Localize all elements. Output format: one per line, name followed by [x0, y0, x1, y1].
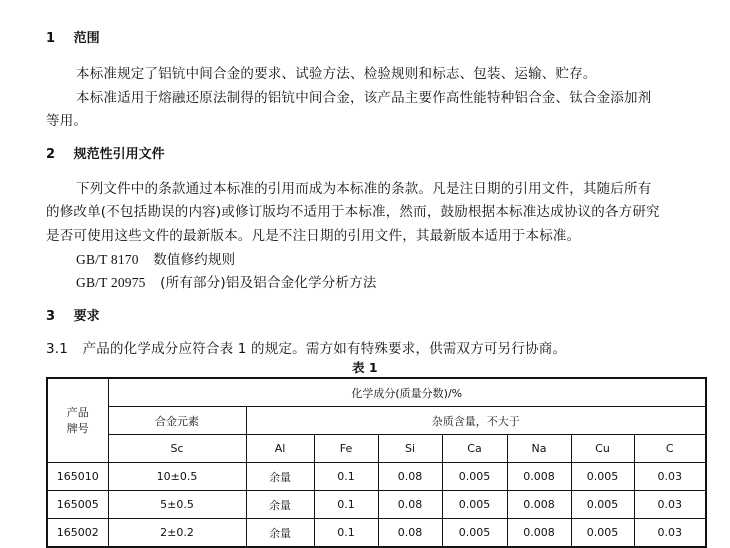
section-title: 范围 [73, 31, 100, 46]
section-number: 1 [46, 31, 56, 46]
ref-title: (所有部分)铝及铝合金化学分析方法 [160, 275, 377, 291]
refs-intro-line-1: 下列文件中的条款通过本标准的引用而成为本标准的条款。凡是注日期的引用文件，其随后所有 [76, 181, 652, 197]
scope-paragraph-2-line-2: 等用。 [46, 113, 88, 129]
fe-cell: 0.1 [314, 463, 378, 491]
al-cell: 余量 [246, 519, 314, 548]
ca-cell: 0.005 [442, 463, 507, 491]
chemical-composition-table [46, 377, 707, 548]
brand-header-line-2: 牌号 [66, 421, 89, 435]
brand-cell: 165005 [47, 491, 108, 519]
section-title: 规范性引用文件 [73, 147, 165, 162]
al-cell: 余量 [246, 463, 314, 491]
section-number: 3 [46, 309, 56, 324]
brand-cell: 165002 [47, 519, 108, 548]
ref-code: GB/T 20975 [76, 275, 146, 290]
scope-paragraph-2-line-1: 本标准适用于熔融还原法制得的铝钪中间合金，该产品主要作高性能特种铝合金、钛合金添加剂 [76, 90, 652, 106]
composition-header: 化学成分(质量分数)/% [108, 378, 706, 407]
si-cell: 0.08 [378, 463, 442, 491]
element-header-cu: Cu [571, 435, 634, 463]
section-3-heading [46, 305, 100, 324]
requirement-3-1 [46, 337, 566, 357]
ref-item-1 [76, 248, 235, 268]
al-cell: 余量 [246, 491, 314, 519]
ref-title: 数值修约规则 [153, 252, 236, 268]
sc-cell: 10±0.5 [108, 463, 246, 491]
sc-cell: 5±0.5 [108, 491, 246, 519]
cu-cell: 0.005 [571, 491, 634, 519]
sc-cell: 2±0.2 [108, 519, 246, 548]
clause-number: 3.1 [46, 341, 69, 357]
element-header-si: Si [378, 435, 442, 463]
ca-cell: 0.005 [442, 519, 507, 548]
na-cell: 0.008 [507, 491, 571, 519]
table-header-row-2 [47, 407, 706, 435]
c-cell: 0.03 [634, 519, 706, 548]
element-header-sc: Sc [108, 435, 246, 463]
fe-cell: 0.1 [314, 519, 378, 548]
si-cell: 0.08 [378, 519, 442, 548]
table-row [47, 463, 706, 491]
section-number: 2 [46, 147, 56, 162]
table-header-row-3 [47, 435, 706, 463]
refs-intro-line-3: 是否可使用这些文件的最新版本。凡是不注日期的引用文件，其最新版本适用于本标准。 [46, 228, 581, 244]
ref-code: GB/T 8170 [76, 252, 139, 267]
na-cell: 0.008 [507, 519, 571, 548]
cu-cell: 0.005 [571, 463, 634, 491]
element-header-na: Na [507, 435, 571, 463]
element-header-fe: Fe [314, 435, 378, 463]
element-header-ca: Ca [442, 435, 507, 463]
fe-cell: 0.1 [314, 491, 378, 519]
section-title: 要求 [73, 309, 100, 324]
table-row [47, 519, 706, 548]
brand-header [47, 378, 108, 463]
element-header-c: C [634, 435, 706, 463]
section-2-heading [46, 143, 165, 162]
ref-item-2 [76, 271, 377, 291]
alloy-element-header: 合金元素 [108, 407, 246, 435]
ca-cell: 0.005 [442, 491, 507, 519]
refs-intro-line-2: 的修改单(不包括勘误的内容)或修订版均不适用于本标准，然而，鼓励根据本标准达成协议的各方研究 [46, 204, 660, 220]
na-cell: 0.008 [507, 463, 571, 491]
element-header-al: Al [246, 435, 314, 463]
table-caption: 表 1 [352, 360, 378, 375]
impurity-header: 杂质含量，不大于 [246, 407, 706, 435]
clause-text: 产品的化学成分应符合表 1 的规定。需方如有特殊要求，供需双方可另行协商。 [82, 341, 567, 357]
brand-header-line-1: 产品 [66, 405, 89, 419]
brand-cell: 165010 [47, 463, 108, 491]
scope-paragraph-1: 本标准规定了铝钪中间合金的要求、试验方法、检验规则和标志、包装、运输、贮存。 [76, 66, 597, 82]
si-cell: 0.08 [378, 491, 442, 519]
cu-cell: 0.005 [571, 519, 634, 548]
section-1-heading [46, 27, 100, 46]
c-cell: 0.03 [634, 491, 706, 519]
c-cell: 0.03 [634, 463, 706, 491]
table-header-row-1 [47, 378, 706, 407]
table-row [47, 491, 706, 519]
